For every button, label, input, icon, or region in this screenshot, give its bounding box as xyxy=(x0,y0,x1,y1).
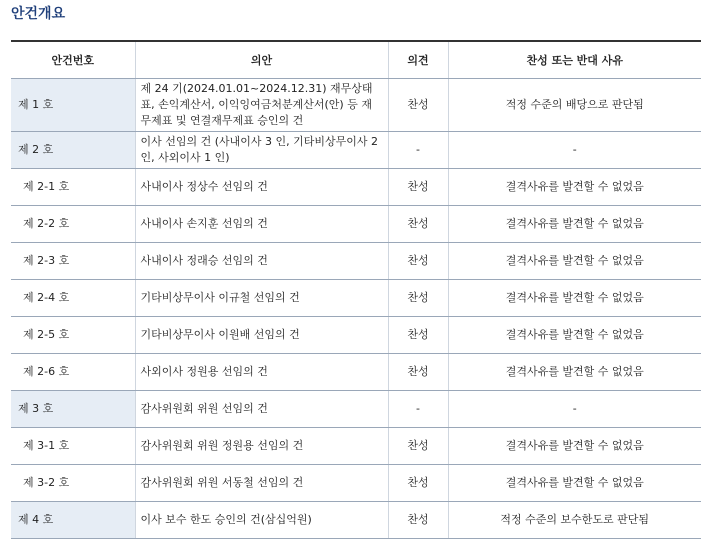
reason-cell: - xyxy=(448,390,701,427)
agenda-cell: 사내이사 정상수 선임의 건 xyxy=(135,168,388,205)
table-row xyxy=(11,78,701,131)
reason-cell: 결격사유를 발견할 수 없었음 xyxy=(448,242,701,279)
agenda-cell: 기타비상무이사 이원배 선임의 건 xyxy=(135,316,388,353)
agenda-cell: 감사위원회 위원 선임의 건 xyxy=(135,390,388,427)
agenda-table xyxy=(11,40,701,539)
opinion-cell: 찬성 xyxy=(388,464,448,501)
table-row xyxy=(11,279,701,316)
table-row xyxy=(11,205,701,242)
agenda-cell: 이사 선임의 건 (사내이사 3 인, 기타비상무이사 2 인, 사외이사 1 인) xyxy=(135,131,388,168)
table-row xyxy=(11,501,701,538)
agenda-cell: 이사 보수 한도 승인의 건(삼십억원) xyxy=(135,501,388,538)
agenda-cell: 감사위원회 위원 정원용 선임의 건 xyxy=(135,427,388,464)
agenda-number-cell: 제 2-3 호 xyxy=(11,242,135,279)
opinion-cell: 찬성 xyxy=(388,279,448,316)
agenda-number-cell: 제 2-1 호 xyxy=(11,168,135,205)
table-row xyxy=(11,464,701,501)
reason-cell: - xyxy=(448,131,701,168)
reason-cell: 결격사유를 발견할 수 없었음 xyxy=(448,353,701,390)
table-row xyxy=(11,427,701,464)
agenda-number-cell: 제 2 호 xyxy=(11,131,135,168)
agenda-number-cell: 제 2-5 호 xyxy=(11,316,135,353)
table-row xyxy=(11,316,701,353)
opinion-cell: - xyxy=(388,390,448,427)
table-row xyxy=(11,390,701,427)
reason-cell: 결격사유를 발견할 수 없었음 xyxy=(448,279,701,316)
opinion-cell: - xyxy=(388,131,448,168)
header-agenda: 의안 xyxy=(135,41,388,78)
agenda-number-cell: 제 2-2 호 xyxy=(11,205,135,242)
agenda-number-cell: 제 3 호 xyxy=(11,390,135,427)
opinion-cell: 찬성 xyxy=(388,78,448,131)
reason-cell: 결격사유를 발견할 수 없었음 xyxy=(448,316,701,353)
opinion-cell: 찬성 xyxy=(388,316,448,353)
opinion-cell: 찬성 xyxy=(388,242,448,279)
agenda-cell: 사외이사 정원용 선임의 건 xyxy=(135,353,388,390)
opinion-cell: 찬성 xyxy=(388,168,448,205)
agenda-number-cell: 제 3-1 호 xyxy=(11,427,135,464)
agenda-cell: 사내이사 정래승 선임의 건 xyxy=(135,242,388,279)
agenda-number-cell: 제 2-6 호 xyxy=(11,353,135,390)
header-opinion: 의견 xyxy=(388,41,448,78)
agenda-cell: 사내이사 손지훈 선임의 건 xyxy=(135,205,388,242)
section-title: 안건개요 xyxy=(11,6,66,22)
agenda-number-cell: 제 3-2 호 xyxy=(11,464,135,501)
agenda-number-cell: 제 4 호 xyxy=(11,501,135,538)
agenda-cell: 제 24 기(2024.01.01~2024.12.31) 재무상태표, 손익계산서, 이익잉여금처분계산서(안) 등 재무제표 및 연결재무제표 승인의 건 xyxy=(135,78,388,131)
reason-cell: 결격사유를 발견할 수 없었음 xyxy=(448,168,701,205)
header-agenda-number: 안건번호 xyxy=(11,41,135,78)
opinion-cell: 찬성 xyxy=(388,427,448,464)
table-header-row xyxy=(11,41,701,78)
table-row xyxy=(11,131,701,168)
reason-cell: 적정 수준의 배당으로 판단됨 xyxy=(448,78,701,131)
reason-cell: 결격사유를 발견할 수 없었음 xyxy=(448,427,701,464)
reason-cell: 결격사유를 발견할 수 없었음 xyxy=(448,464,701,501)
agenda-cell: 기타비상무이사 이규철 선임의 건 xyxy=(135,279,388,316)
header-reason: 찬성 또는 반대 사유 xyxy=(448,41,701,78)
agenda-number-cell: 제 1 호 xyxy=(11,78,135,131)
agenda-cell: 감사위원회 위원 서동철 선임의 건 xyxy=(135,464,388,501)
opinion-cell: 찬성 xyxy=(388,501,448,538)
agenda-number-cell: 제 2-4 호 xyxy=(11,279,135,316)
table-row xyxy=(11,353,701,390)
reason-cell: 결격사유를 발견할 수 없었음 xyxy=(448,205,701,242)
table-row xyxy=(11,242,701,279)
reason-cell: 적정 수준의 보수한도로 판단됨 xyxy=(448,501,701,538)
opinion-cell: 찬성 xyxy=(388,353,448,390)
table-row xyxy=(11,168,701,205)
opinion-cell: 찬성 xyxy=(388,205,448,242)
